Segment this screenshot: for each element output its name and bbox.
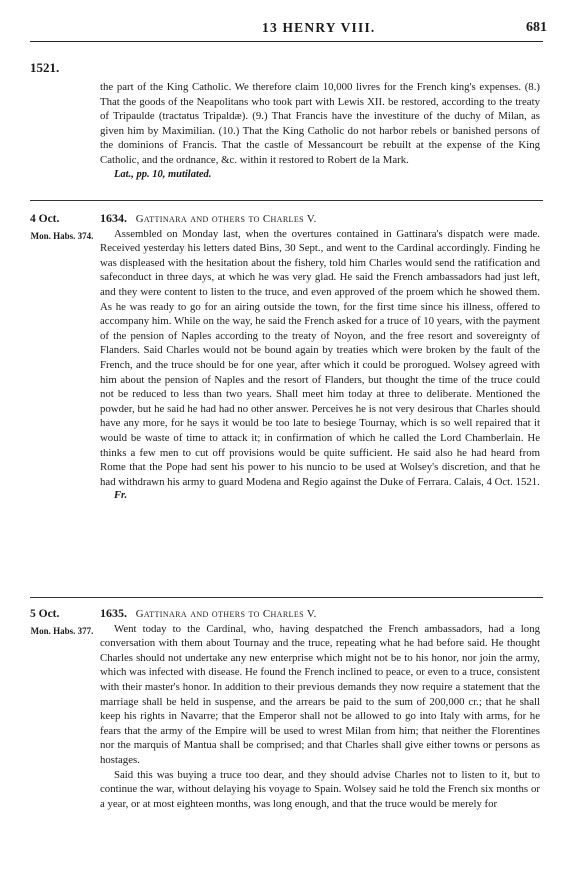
running-head: 13 HENRY VIII. [262, 20, 376, 35]
page-number: 681 [526, 20, 547, 35]
entry-paragraph: Said this was buying a truce too dear, and they should advise Charles not to listen to it, but to continue the war, without delaying his voyage to Spain. Wolsey said he told the French six months or a year, or at most eighteen months, was long enough, and that the truce would be merely for [100, 768, 540, 810]
entry-title: Gattinara and others to Charles V. [135, 213, 317, 225]
entry-source: Mon. Habs. 374. [30, 231, 94, 241]
header-rule [30, 41, 543, 42]
entry-heading [100, 606, 540, 622]
separator [30, 597, 543, 598]
entry-title: Gattinara and others to Charles V. [135, 608, 317, 620]
entry-number: 1634. [100, 211, 127, 225]
separator [30, 200, 543, 201]
entry-date: 5 Oct. [30, 608, 60, 620]
entry-paragraph: Went today to the Cardinal, who, having despatched the French ambassadors, had a long conversation with them about Tournay and the truce, repeating what he had before said. He thought Charles should not undertake any new enterprise which might not be to his honor, nor join the army, which was infected with disease. He found the French inclined to peace, or even to a truce, consistent with their master's honor. In addition to their previous demands they now require a statement that the marriage shall be held in suspense, and the arrears be paid to the sum of 200,000 cr.; that he shall keep his rights in Navarre; that the Emperor shall not be allowed to go into Italy with arms, for he fears that the army of the Empire will be used to wrest Milan from him; that neither the Florentines nor the marquis of Mantua shall be comprised; and that Charles shall give either towns or persons as hostages. [100, 622, 540, 766]
continuation-paragraph: the part of the King Catholic. We therefore claim 10,000 livres for the French king's expenses. (8.) That the goods of the Neapolitans who took part with Lewis XII. be restored, according to the treaty of Tripaulde (tractatus Tripaldæ). (9.) That Francis have the investiture of the duchy of Milan, as given him by Maximilian. (10.) That the King Catholic do not harbor rebels or banished persons of the dominions of Francis. That the castle of Messancourt be rebuilt at the expense of the King Catholic, and the ordnance, &c. within it restored to Robert de la Mark. [100, 81, 540, 166]
entry-heading [100, 211, 540, 227]
entry-1635 [100, 606, 540, 811]
entry-number: 1635. [100, 606, 127, 620]
year-marginal: 1521. [30, 60, 60, 75]
entry-paragraph: Assembled on Monday last, when the overtures contained in Gattinara's dispatch were made. Received yesterday his letters dated Bins, 30 Sept., and went to the Cardinal accordingly. Finding he was displeased with the hesitation about the fishery, told him Charles would send the ratification and safeconduct in three days, at which he was very glad. He said the French ambassadors had just left, and they were content to listen to the truce, and even approved of the proem which he showed them. As he was ready to go for an airing outside the town, for the first time since his illness, offered to accompany him. While on the way, he said the French asked for a truce of 10 years, with the payment of the pension of Naples according to the treaty of Noyon, and the free resort and sovereignty of Flanders. Said Charles would not be bound again by treaties which were broken by the fault of the French, and the truce should be for one year, after which it could be prorogued. Wolsey agreed with him about the pension of Naples and the resort of Flanders, but thought the time of the truce could not be reduced to less than two years. Shall meet him today at three to deliberate. Mentioned the powder, but he said he had had no other answer. Perceives he is not very desirous that Charles should have any more, for he says it would be too late to besiege Tournay, which is so well repaired that it would be waste of time to attack it; in confirmation of which he called the Lord Chamberlain. He thinks a few men to cut off provisions would be quite sufficient. He said also he had heard from Rome that the Pope had sent his power to his nuncio to be used at Wolsey's discretion, and that he had withdrawn his army to guard Modena and Regio against the Duke of Ferrara. Calais, 4 Oct. 1521. [100, 227, 540, 488]
continuation-block [100, 80, 540, 182]
entry-note: Fr. [114, 490, 128, 502]
entry-1634 [100, 211, 540, 504]
entry-source: Mon. Habs. 377. [30, 626, 94, 636]
entry-date: 4 Oct. [30, 213, 60, 225]
continuation-note: Lat., pp. 10, mutilated. [114, 168, 212, 180]
